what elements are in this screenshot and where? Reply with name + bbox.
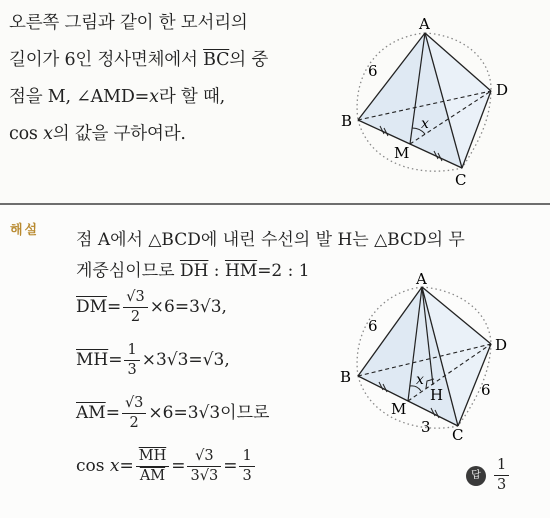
label-edge-cd: 6 — [481, 381, 491, 399]
answer-denominator: 3 — [497, 477, 507, 493]
segment-bc: $\overline{BC}$ — [203, 50, 230, 70]
tetrahedron-figure-solution — [330, 272, 540, 442]
problem-section — [0, 0, 550, 203]
equation-am: $\overline{AM}=$ $\frac{√3}{2}$ ×6=3√3이므로 — [76, 395, 270, 431]
label-a: A — [416, 272, 427, 288]
label-a: A — [419, 15, 430, 33]
problem-line-2: 길이가 6인 정사면체에서 $\overline{BC}$의 중 — [9, 50, 269, 70]
label-c: C — [452, 426, 464, 442]
equation-dm: $\overline{DM}=$ $\frac{√3}{2}$ ×6=3√3, — [76, 289, 227, 325]
tetrahedron-figure-problem — [320, 10, 540, 195]
label-h: H — [430, 386, 444, 404]
label-x: x — [416, 372, 424, 388]
label-b: B — [341, 112, 353, 130]
equation-mh: $\overline{MH}=$ $\frac{1}{3}$ ×3√3=√3, — [76, 342, 230, 378]
answer-mark: 답 — [466, 466, 486, 486]
answer — [466, 456, 511, 495]
problem-line-1: 오른쪽 그림과 같이 한 모서리의 — [9, 13, 248, 33]
label-d: D — [495, 336, 508, 354]
solution-tag: 해설 — [10, 223, 40, 238]
label-m: M — [394, 144, 410, 162]
label-edge-mc: 3 — [421, 418, 431, 436]
problem-line-3: 점을 M, ∠AMD=x라 할 때, — [9, 87, 226, 107]
label-c: C — [455, 171, 467, 189]
equation-cos: cos x= $\frac{\overline{MH}}{AM}$ = $\frac{√3}{3√3}$ = $\frac{1}{3}$ — [76, 447, 257, 486]
answer-numerator: 1 — [494, 456, 509, 476]
solution-line-1: 점 A에서 △BCD에 내린 수선의 발 H는 △BCD의 무 — [76, 230, 465, 250]
problem-line-4: cos x의 값을 구하여라. — [9, 124, 186, 144]
label-edge-6: 6 — [368, 62, 378, 80]
label-m: M — [391, 400, 407, 418]
label-b: B — [340, 368, 352, 386]
label-x: x — [421, 116, 429, 132]
label-edge-ab: 6 — [368, 317, 378, 335]
label-d: D — [496, 81, 509, 99]
solution-line-2: 게중심이므로 $\overline{DH}$ : $\overline{HM}=2$ : 1 — [76, 261, 310, 281]
